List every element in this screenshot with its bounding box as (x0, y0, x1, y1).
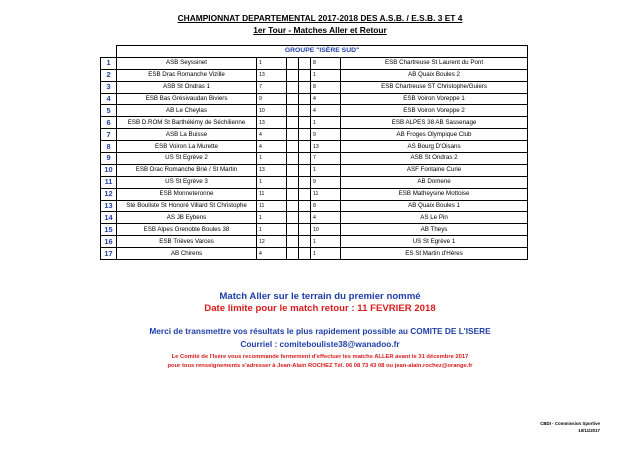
row-number: 14 (101, 212, 117, 224)
away-score: 8 (311, 57, 341, 69)
row-number: 12 (101, 188, 117, 200)
table-row (101, 176, 528, 188)
group-header-row (101, 46, 528, 58)
score-gap (299, 188, 311, 200)
away-score: 1 (311, 248, 341, 260)
home-team: ESB Monneteronne (117, 188, 257, 200)
row-number: 8 (101, 141, 117, 153)
home-score: 9 (257, 93, 287, 105)
home-score: 1 (257, 224, 287, 236)
away-team: AB Froges Olympique Club (341, 129, 528, 141)
notice-transmit: Merci de transmettre vos résultats le plus rapidement possible au COMITE DE L'ISERE (149, 326, 491, 336)
home-team: ASB La Buisse (117, 129, 257, 141)
home-team: ASB St Ondras 1 (117, 81, 257, 93)
score-gap (287, 164, 299, 176)
score-gap (287, 200, 299, 212)
table-row (101, 129, 528, 141)
away-team: AB Quaix Boules 2 (341, 69, 528, 81)
home-score: 13 (257, 69, 287, 81)
away-score: 7 (311, 153, 341, 165)
score-gap (299, 212, 311, 224)
score-gap (287, 153, 299, 165)
away-team: ESB Matheysine Mottoise (341, 188, 528, 200)
away-score: 1 (311, 69, 341, 81)
row-number: 15 (101, 224, 117, 236)
home-team: ESB Voiron La Murette (117, 141, 257, 153)
score-gap (299, 176, 311, 188)
home-score: 11 (257, 200, 287, 212)
table-row (101, 141, 528, 153)
away-score: 8 (311, 200, 341, 212)
away-score: 11 (311, 188, 341, 200)
score-gap (299, 93, 311, 105)
home-team: Sté Bouliste St Honoré Villard St Christophe (117, 200, 257, 212)
row-number: 4 (101, 93, 117, 105)
away-team: AB Quaix Boules 1 (341, 200, 528, 212)
home-team: ESB Bas Grésivaudan Biviers (117, 93, 257, 105)
score-gap (287, 117, 299, 129)
table-row (101, 248, 528, 260)
home-score: 7 (257, 81, 287, 93)
home-score: 4 (257, 141, 287, 153)
away-score: 8 (311, 81, 341, 93)
score-gap (287, 129, 299, 141)
table-row (101, 117, 528, 129)
away-team: ASF Fontaine Curie (341, 164, 528, 176)
away-score: 9 (311, 129, 341, 141)
score-gap (287, 69, 299, 81)
row-number: 16 (101, 236, 117, 248)
table-row (101, 153, 528, 165)
row-number: 1 (101, 57, 117, 69)
away-score: 10 (311, 224, 341, 236)
document-title: CHAMPIONNAT DEPARTEMENTAL 2017-2018 DES A.S.B. / E.S.B. 3 ET 4 (177, 13, 463, 23)
away-team: ESB Voiron Voreppe 2 (341, 105, 528, 117)
home-team: ASB Seyssinet (117, 57, 257, 69)
away-score: 13 (311, 141, 341, 153)
home-team: ESB Trièves Varces (117, 236, 257, 248)
score-gap (287, 224, 299, 236)
row-number: 5 (101, 105, 117, 117)
table-row (101, 69, 528, 81)
score-gap (287, 81, 299, 93)
away-score: 4 (311, 93, 341, 105)
notice-contact: pour tous renseignements s'adresser à Jean-Alain ROCHEZ Tél. 06 08 73 43 08 ou jean-alain.rochez@orange.fr (167, 363, 473, 369)
home-team: US St Egrève 3 (117, 176, 257, 188)
table-row (101, 212, 528, 224)
home-team: ESB D.ROM St Barthélémy de Séchilienne (117, 117, 257, 129)
home-team: AS JB Eybens (117, 212, 257, 224)
away-team: ESB Chartreuse ST Christophe/Guiers (341, 81, 528, 93)
table-row (101, 224, 528, 236)
table-row (101, 57, 528, 69)
score-gap (299, 105, 311, 117)
home-score: 10 (257, 105, 287, 117)
row-number: 13 (101, 200, 117, 212)
score-gap (287, 248, 299, 260)
document-subtitle: 1er Tour - Matches Aller et Retour (253, 25, 387, 35)
score-gap (299, 164, 311, 176)
away-team: AB Domene (341, 176, 528, 188)
away-team: ESB ALPES 38 AB Sassenage (341, 117, 528, 129)
away-team: ESB Chartreuse St Laurent du Pont (341, 57, 528, 69)
table-row (101, 105, 528, 117)
score-gap (299, 81, 311, 93)
home-score: 1 (257, 57, 287, 69)
away-team: AS Le Pin (341, 212, 528, 224)
score-gap (287, 176, 299, 188)
score-gap (287, 141, 299, 153)
footer-date: 10/11/2017 (578, 428, 600, 433)
away-team: ES St Martin d'Hères (341, 248, 528, 260)
home-team: ESB Drac Romanche Brié / St Martin (117, 164, 257, 176)
table-row (101, 200, 528, 212)
away-score: 4 (311, 212, 341, 224)
score-gap (299, 200, 311, 212)
notice-email: Courriel : comitebouliste38@wanadoo.fr (240, 339, 400, 349)
away-team: AB Theys (341, 224, 528, 236)
home-score: 1 (257, 212, 287, 224)
home-team: US St Egrève 2 (117, 153, 257, 165)
row-number: 6 (101, 117, 117, 129)
notice-date-limite: Date limite pour le match retour : 11 FEVRIER 2018 (204, 303, 436, 314)
table-row (101, 236, 528, 248)
table-row (101, 164, 528, 176)
away-team: ESB Voiron Voreppe 1 (341, 93, 528, 105)
away-score: 4 (311, 105, 341, 117)
home-team: ESB Alpes Grenoble Boules 38 (117, 224, 257, 236)
home-team: AB Le Cheylas (117, 105, 257, 117)
score-gap (287, 93, 299, 105)
home-score: 13 (257, 164, 287, 176)
score-gap (287, 236, 299, 248)
score-gap (287, 105, 299, 117)
score-gap (287, 57, 299, 69)
home-score: 1 (257, 153, 287, 165)
group-label: GROUPE "ISÈRE SUD" (117, 46, 528, 58)
score-gap (299, 57, 311, 69)
table-row (101, 93, 528, 105)
away-score: 1 (311, 164, 341, 176)
home-score: 13 (257, 117, 287, 129)
notice-match-aller: Match Aller sur le terrain du premier nommé (219, 291, 421, 302)
home-score: 4 (257, 129, 287, 141)
home-score: 11 (257, 188, 287, 200)
score-gap (299, 153, 311, 165)
away-score: 1 (311, 117, 341, 129)
away-team: ASB St Ondras 2 (341, 153, 528, 165)
score-gap (299, 141, 311, 153)
home-score: 12 (257, 236, 287, 248)
away-team: AS Bourg D'Oisans (341, 141, 528, 153)
row-number: 7 (101, 129, 117, 141)
home-team: ESB Drac Romanche Vizille (117, 69, 257, 81)
score-gap (299, 117, 311, 129)
row-number: 9 (101, 153, 117, 165)
score-gap (299, 129, 311, 141)
score-gap (299, 69, 311, 81)
score-gap (299, 248, 311, 260)
home-score: 4 (257, 248, 287, 260)
score-gap (299, 224, 311, 236)
home-score: 1 (257, 176, 287, 188)
row-number: 2 (101, 69, 117, 81)
score-gap (287, 188, 299, 200)
score-gap (299, 236, 311, 248)
notice-recommendation: Le Comité de l'Isère vous recommande fermement d'effectuer les matchs ALLER avant le 31 décembre 2017 (171, 354, 469, 360)
score-gap (287, 212, 299, 224)
row-number: 17 (101, 248, 117, 260)
home-team: AB Chirens (117, 248, 257, 260)
footer-org: CBDI - Commission Sportive (540, 421, 600, 426)
row-number: 11 (101, 176, 117, 188)
away-score: 1 (311, 236, 341, 248)
row-number: 3 (101, 81, 117, 93)
match-table (100, 45, 528, 260)
row-number: 10 (101, 164, 117, 176)
table-row (101, 81, 528, 93)
table-row (101, 188, 528, 200)
away-score: 9 (311, 176, 341, 188)
away-team: US St Egrève 1 (341, 236, 528, 248)
